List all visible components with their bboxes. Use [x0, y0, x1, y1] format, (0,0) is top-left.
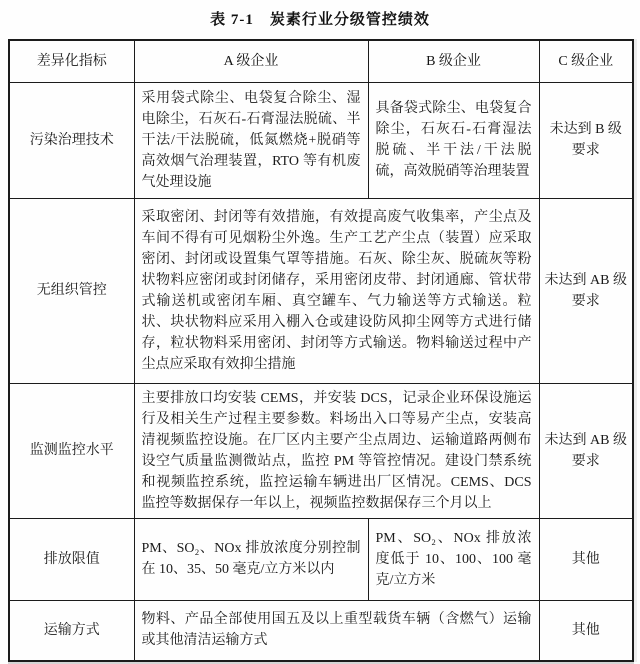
grade-ab-cell: 采取密闭、封闭等有效措施，有效提高废气收集率，产尘点及车间不得有可见烟粉尘外逸。生产工艺产尘点（装置）应采取密闭、封闭或设置集气罩等措施。石灰、除尘灰、脱硫灰等粉状物料应密闭或封闭储存，采用密闭皮带、封闭通廊、管状带式输送机或密闭车厢、真空罐车、气力输送等方式输送。粒状、块状物料应采用入棚入仓或建设防风抑尘网等方式进行储存，粒状物料采用密闭、封闭等方式输送。物料输送过程中产尘点应采取有效抑尘措施	[134, 198, 539, 383]
indicator-cell: 排放限值	[9, 518, 134, 600]
table-row-emission-limits	[9, 518, 633, 600]
grade-c-cell: 未达到 AB 级要求	[539, 198, 633, 383]
table-header-row	[9, 40, 633, 82]
header-grade-b: B 级企业	[368, 40, 539, 82]
grade-c-cell: 其他	[539, 518, 633, 600]
table-row-monitoring	[9, 383, 633, 518]
grade-ab-cell: 主要排放口均安装 CEMS，并安装 DCS，记录企业环保设施运行及相关生产过程主要参数。料场出入口等易产尘点，安装高清视频监控设施。在厂区内主要产尘点周边、运输道路两侧布设空气质量监测微站点，监控 PM 等管控情况。建设门禁系统和视频监控系统，监控运输车辆进出厂区情况。CEMS、DCS 监控等数据保存一年以上，视频监控数据保存三个月以上	[134, 383, 539, 518]
table-row-pollution-control	[9, 82, 633, 198]
indicator-cell: 污染治理技术	[9, 82, 134, 198]
grade-a-cell: 采用袋式除尘、电袋复合除尘、湿电除尘，石灰石-石膏湿法脱硫、半干法/干法脱硫，低氮燃烧+脱硝等高效烟气治理装置，RTO 等有机废气处理设施	[134, 82, 368, 198]
indicator-cell: 无组织管控	[9, 198, 134, 383]
table-row-transport-mode	[9, 600, 633, 661]
table-title: 表 7-1 炭素行业分级管控绩效	[210, 12, 430, 28]
grade-c-cell: 其他	[539, 600, 633, 661]
header-grade-a: A 级企业	[134, 40, 368, 82]
table-row-fugitive-emission	[9, 198, 633, 383]
grade-a-cell: PM、SO₂、NOx 排放浓度分别控制在 10、35、50 毫克/立方米以内	[134, 518, 368, 600]
grade-ab-cell: 物料、产品全部使用国五及以上重型载货车辆（含燃气）运输或其他清洁运输方式	[134, 600, 539, 661]
grade-c-cell: 未达到 AB 级要求	[539, 383, 633, 518]
grade-c-cell: 未达到 B 级要求	[539, 82, 633, 198]
grade-b-cell: PM、SO₂、NOx 排放浓度低于 10、100、100 毫克/立方米	[368, 518, 539, 600]
grade-b-cell: 具备袋式除尘、电袋复合除尘，石灰石-石膏湿法脱硫、半干法/干法脱硫，高效脱硝等治理装置	[368, 82, 539, 198]
grading-table	[8, 39, 634, 662]
indicator-cell: 监测监控水平	[9, 383, 134, 518]
indicator-cell: 运输方式	[9, 600, 134, 661]
header-indicator: 差异化指标	[9, 40, 134, 82]
header-grade-c: C 级企业	[539, 40, 633, 82]
